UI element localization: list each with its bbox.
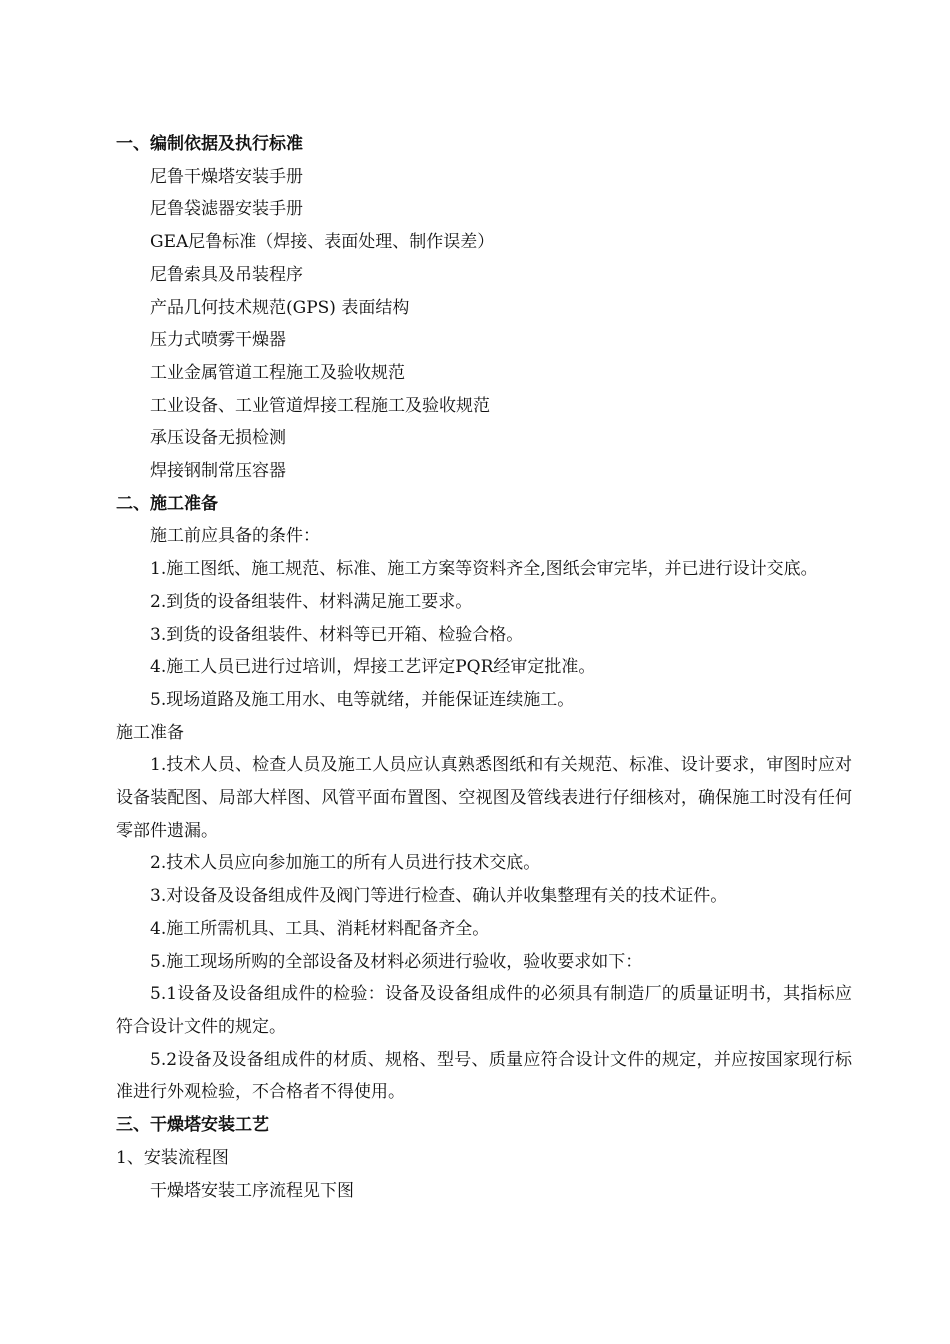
section-heading-3: 三、干燥塔安装工艺 xyxy=(116,1115,269,1136)
prep-item: 5.施工现场所购的全部设备及材料必须进行验收，验收要求如下： xyxy=(150,951,643,972)
condition-item: 4.施工人员已进行过培训，焊接工艺评定PQR经审定批准。 xyxy=(150,657,596,678)
standard-item: 产品几何技术规范(GPS) 表面结构 xyxy=(150,297,410,318)
section-heading-1: 一、编制依据及执行标准 xyxy=(116,134,303,154)
standard-item: 工业设备、工业管道焊接工程施工及验收规范 xyxy=(150,395,490,416)
conditions-intro: 施工前应具备的条件： xyxy=(150,526,320,547)
standard-item: GEA尼鲁标准（焊接、表面处理、制作误差） xyxy=(150,232,495,253)
condition-item: 2.到货的设备组装件、材料满足施工要求。 xyxy=(150,591,473,612)
prep-item: 2.技术人员应向参加施工的所有人员进行技术交底。 xyxy=(150,853,541,874)
condition-item: 1.施工图纸、施工规范、标准、施工方案等资料齐全,图纸会审完毕，并已进行设计交底。 xyxy=(150,559,818,580)
standard-item: 尼鲁袋滤器安装手册 xyxy=(150,199,303,220)
flowchart-subheading: 1、安装流程图 xyxy=(116,1147,229,1168)
condition-item: 3.到货的设备组装件、材料等已开箱、检验合格。 xyxy=(150,624,524,645)
prep-item: 1.技术人员、检查人员及施工人员应认真熟悉图纸和有关规范、标准、设计要求，审图时应对设备装配图、局部大样图、风管平面布置图、空视图及管线表进行仔细核对，确保施工时没有任何零部件遗漏。 xyxy=(116,755,852,841)
standard-item: 尼鲁索具及吊装程序 xyxy=(150,264,303,285)
standard-item: 压力式喷雾干燥器 xyxy=(150,330,286,351)
prep-item: 4.施工所需机具、工具、消耗材料配备齐全。 xyxy=(150,918,490,939)
section-heading-2: 二、施工准备 xyxy=(116,493,218,514)
standard-item: 焊接钢制常压容器 xyxy=(150,461,286,482)
document-body xyxy=(116,128,852,1207)
standard-item: 尼鲁干燥塔安装手册 xyxy=(150,166,303,187)
condition-item: 5.现场道路及施工用水、电等就绪，并能保证连续施工。 xyxy=(150,689,575,710)
prep-item: 5.2设备及设备组成件的材质、规格、型号、质量应符合设计文件的规定，并应按国家现行标准进行外观检验，不合格者不得使用。 xyxy=(116,1049,852,1103)
standard-item: 工业金属管道工程施工及验收规范 xyxy=(150,362,405,383)
standard-item: 承压设备无损检测 xyxy=(150,428,286,449)
prep-item: 3.对设备及设备组成件及阀门等进行检查、确认并收集整理有关的技术证件。 xyxy=(150,886,728,907)
flowchart-caption: 干燥塔安装工序流程见下图 xyxy=(150,1180,354,1201)
prep-item: 5.1设备及设备组成件的检验：设备及设备组成件的必须具有制造厂的质量证明书，其指标应符合设计文件的规定。 xyxy=(116,984,852,1037)
prep-subheading: 施工准备 xyxy=(116,722,184,743)
